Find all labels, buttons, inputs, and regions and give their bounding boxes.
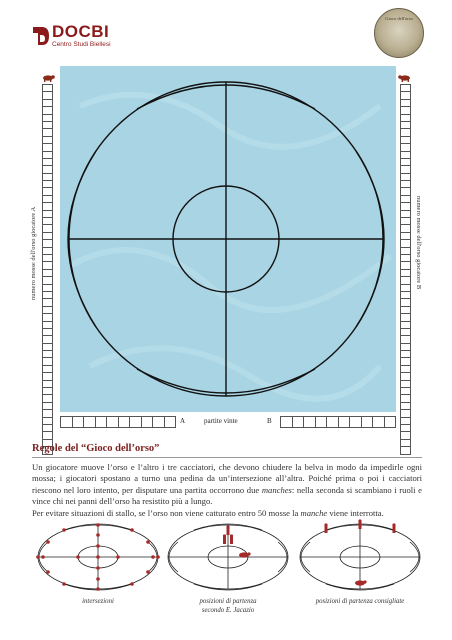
score-cell [401,144,410,151]
wins-cell [165,417,176,427]
rules-body [32,462,422,519]
score-cell [401,196,410,203]
caption-line: posizioni di partenza consigliate [315,598,405,605]
score-cell [401,418,410,425]
score-cell [401,115,410,122]
stamp-text: Gioco dell'orso [385,16,413,21]
score-cell [401,351,410,358]
score-cell [401,255,410,262]
score-cell [43,137,52,144]
wins-cell [96,417,108,427]
score-cell [401,92,410,99]
score-cell [43,425,52,432]
score-label-a: numero mosse dell'orso giocatore A [30,206,37,300]
score-cell [43,307,52,314]
score-cell [43,152,52,159]
score-cell [401,277,410,284]
score-cell [43,255,52,262]
score-cell [43,418,52,425]
caption-intersections [28,598,168,607]
caption-start-jacazio [158,598,298,615]
wins-cells-b [280,416,396,428]
score-cell [401,122,410,129]
wins-cell [304,417,316,427]
score-cell [401,129,410,136]
wins-cell [362,417,374,427]
logo-mark-icon [32,24,50,46]
caption-line: secondo E. Jacazio [201,606,255,614]
wins-cell [385,417,396,427]
rules-text-segment: viene interrotta. [327,507,384,518]
score-cell [401,137,410,144]
score-cell [43,211,52,218]
score-cell [401,248,410,255]
score-cell [43,432,52,439]
score-cell [43,344,52,351]
score-cell [43,336,52,343]
wins-cells-a [60,416,176,428]
score-cell [43,373,52,380]
logo-subtitle: Centro Studi Biellesi [52,41,111,48]
score-cell [43,270,52,277]
score-cell [401,85,410,92]
score-cell [401,395,410,402]
score-cell [43,174,52,181]
score-cell [401,322,410,329]
score-cell [401,262,410,269]
wins-cell [84,417,96,427]
score-cell [401,358,410,365]
score-cell [401,314,410,321]
score-cell [401,307,410,314]
docbi-logo [32,22,132,54]
wins-center-label: partite vinte [204,417,238,425]
wins-cell [142,417,154,427]
score-cell [43,410,52,417]
score-label-b: numero mosse dell'orso giocatore B [415,196,422,290]
score-cell [401,100,410,107]
wins-cell [281,417,293,427]
score-cell [401,107,410,114]
wins-cell [61,417,73,427]
score-cell [43,188,52,195]
bear-icon-left [41,74,55,82]
score-cell [43,262,52,269]
score-cell [401,292,410,299]
score-cell [43,388,52,395]
score-cell [401,166,410,173]
score-cell [43,100,52,107]
rules-paragraph-1 [32,462,422,508]
score-cell [43,292,52,299]
score-cell [401,233,410,240]
rules-divider [32,457,422,458]
wins-cell [373,417,385,427]
score-cell [401,381,410,388]
wins-label-b: B [267,417,272,425]
logo-brand: DOCBI [52,22,110,41]
score-cell [43,366,52,373]
wins-cell [73,417,85,427]
score-cell [401,203,410,210]
wins-cell [316,417,328,427]
rules-emphasis: manches [261,484,292,495]
score-cell [43,107,52,114]
score-cell [43,159,52,166]
score-cell [401,447,410,454]
score-cell [43,181,52,188]
score-cell [401,270,410,277]
rules-text-segment: : nella seconda si scambiano i ruoli e vince chi nei panni dell’orso ha resistito più a lungo. [32,484,422,507]
score-cell [43,196,52,203]
wins-cell [293,417,305,427]
score-cell [401,403,410,410]
score-cell [401,388,410,395]
score-cell [401,425,410,432]
score-cell [43,144,52,151]
score-cell [43,403,52,410]
score-cell [401,336,410,343]
score-cell [43,351,52,358]
score-cell [401,329,410,336]
score-cell [43,285,52,292]
score-cell [401,285,410,292]
wins-cell [119,417,131,427]
score-cell [401,152,410,159]
rules-title: Regole del “Gioco dell’orso” [32,443,160,454]
score-cell [401,159,410,166]
score-column-a [42,84,53,455]
wins-cell [153,417,165,427]
rules-emphasis: manche [300,507,328,518]
score-cell [43,358,52,365]
score-cell [43,225,52,232]
wins-label-a: A [180,417,186,425]
score-cell [43,277,52,284]
museum-stamp-image [374,8,424,58]
score-cell [401,373,410,380]
score-cell [43,233,52,240]
game-board [60,66,396,412]
score-cell [401,181,410,188]
score-cell [43,122,52,129]
score-cell [401,432,410,439]
score-cell [43,381,52,388]
score-cell [43,329,52,336]
score-cell [43,85,52,92]
wins-cell [350,417,362,427]
score-cell [43,203,52,210]
score-cell [43,314,52,321]
score-cell [401,225,410,232]
caption-line: intersezioni [82,598,114,605]
score-cell [43,166,52,173]
diagram-start-recommended [296,518,424,596]
score-cell [43,115,52,122]
score-cell [401,174,410,181]
score-cell [401,344,410,351]
wins-cell [327,417,339,427]
score-cell [43,299,52,306]
score-cell [43,395,52,402]
score-cell [43,92,52,99]
score-cell [401,218,410,225]
wins-cell [130,417,142,427]
score-cell [43,129,52,136]
score-cell [43,248,52,255]
wins-cell [339,417,351,427]
score-cell [43,240,52,247]
score-cell [401,410,410,417]
score-cell [401,240,410,247]
score-cell [43,322,52,329]
score-column-b [400,84,411,455]
score-cell [401,366,410,373]
diagram-intersections [34,518,162,596]
wins-cell [107,417,119,427]
rules-text-segment: Un giocatore muove l’orso e l’altro i tre cacciatori, che devono chiudere la belva in modo da impedirle ogni mossa; i giocatori spostano a turno una pedina da un’intersezione all’altra. Poiché prima o poi i cacciatori riescono nel loro intento, per disputare una partita occorrono due [32,462,422,495]
score-cell [43,218,52,225]
diagram-start-jacazio [164,518,292,596]
score-cell [401,188,410,195]
board-drawing [60,66,396,412]
caption-start-recommended [290,598,430,607]
score-cell [401,440,410,447]
score-cell [401,299,410,306]
rules-text-segment: Per evitare situazioni di stallo, se l’orso non viene catturato entro 50 mosse la [32,507,301,518]
bear-icon-right [398,74,412,82]
score-cell [401,211,410,218]
caption-line: posizioni di partenza [199,598,257,605]
